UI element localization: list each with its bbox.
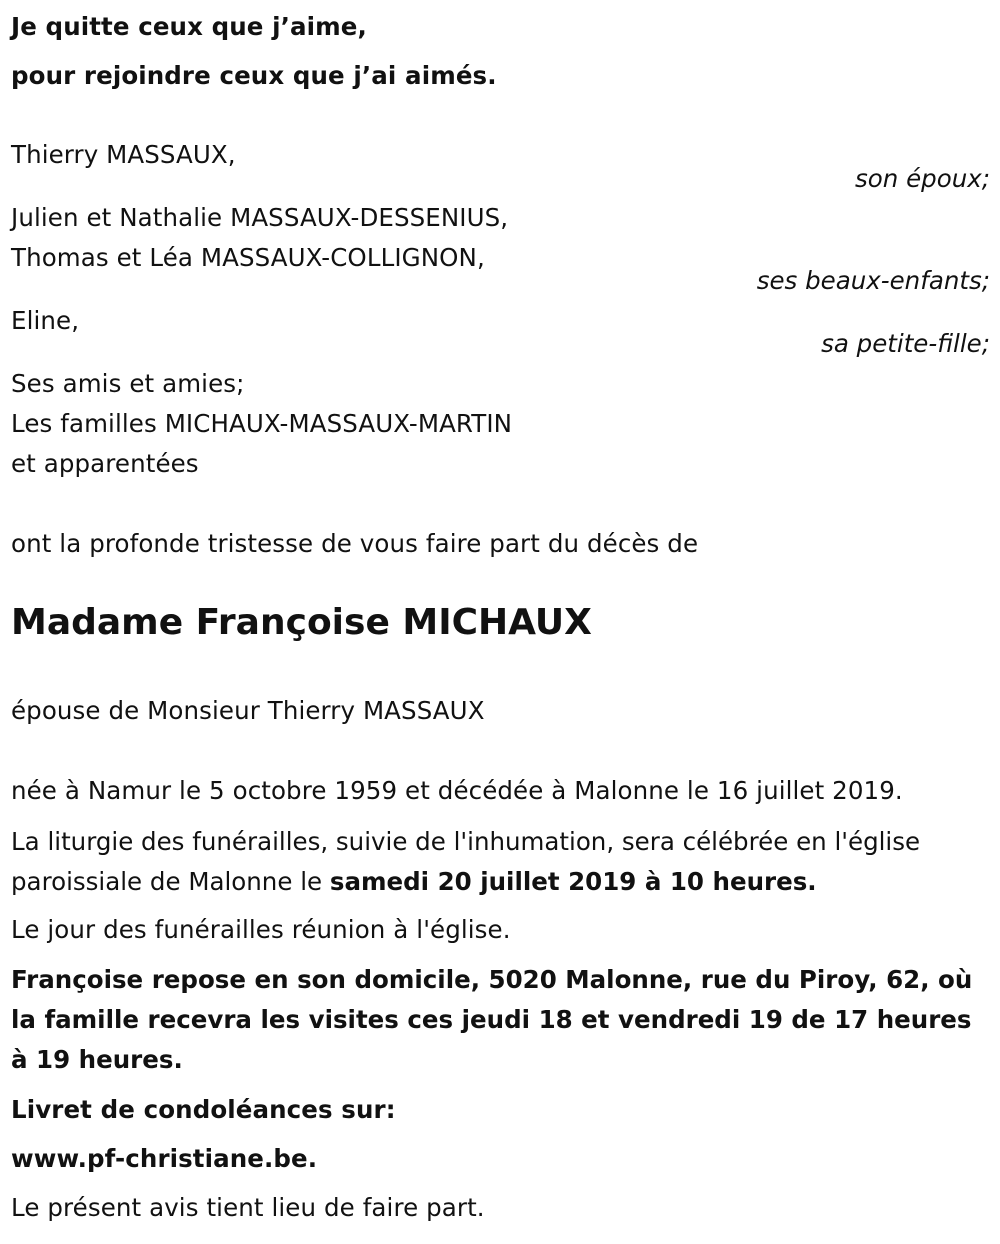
spouse-line: épouse de Monsieur Thierry MASSAUX: [11, 696, 485, 725]
visits-paragraph: Françoise repose en son domicile, 5020 Malonne, rue du Piroy, 62, où la famille recevra les visites ces jeudi 18 et vendredi 19 de 17 heures à 19 heures.: [11, 965, 973, 1074]
notice-line: Le présent avis tient lieu de faire part.: [11, 1193, 485, 1222]
liturgy-paragraph: [11, 822, 990, 902]
related-line: et apparentées: [11, 449, 199, 478]
husband-name: Thierry MASSAUX,: [11, 140, 236, 169]
stepchildren-role: ses beaux-enfants;: [756, 266, 990, 295]
condolences-website[interactable]: www.pf-christiane.be.: [11, 1144, 318, 1173]
stepchildren-2: Thomas et Léa MASSAUX-COLLIGNON,: [11, 243, 485, 272]
liturgy-text: La liturgie des funérailles, suivie de l'inhumation, sera célébrée en l'église paroissiale de Malonne le: [11, 827, 921, 896]
deceased-name: Madame Françoise MICHAUX: [11, 602, 592, 643]
stepchildren-1: Julien et Nathalie MASSAUX-DESSENIUS,: [11, 203, 509, 232]
granddaughter-role: sa petite-fille;: [821, 329, 990, 358]
meeting-line: Le jour des funérailles réunion à l'église.: [11, 915, 511, 944]
liturgy-date: samedi 20 juillet 2019 à 10 heures.: [329, 867, 817, 896]
birth-death-line: née à Namur le 5 octobre 1959 et décédée à Malonne le 16 juillet 2019.: [11, 776, 903, 805]
husband-role: son époux;: [855, 164, 990, 193]
quote-line-1: Je quitte ceux que j’aime,: [11, 12, 367, 41]
granddaughter-name: Eline,: [11, 306, 80, 335]
friends-line: Ses amis et amies;: [11, 369, 245, 398]
quote-line-2: pour rejoindre ceux que j’ai aimés.: [11, 61, 497, 90]
condolences-label: Livret de condoléances sur:: [11, 1095, 396, 1124]
families-line: Les familles MICHAUX-MASSAUX-MARTIN: [11, 409, 513, 438]
announcement-line: ont la profonde tristesse de vous faire part du décès de: [11, 529, 699, 558]
